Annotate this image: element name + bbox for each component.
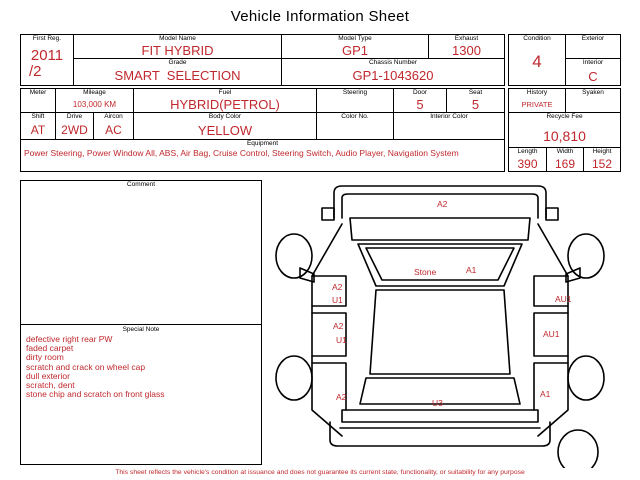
condition-value: 4 (532, 52, 542, 71)
condition-cell (508, 34, 566, 86)
mileage-value: 103,000 KM (72, 100, 117, 109)
recycle-fee-value: 10,810 (543, 128, 586, 144)
meter-label: Meter (29, 89, 47, 96)
equipment-value: Power Steering, Power Window All, ABS, Air Bag, Cruise Control, Steering Switch, Audio Player, Navigation System (24, 148, 459, 158)
mark-right-front: AU1 (555, 294, 572, 304)
seat-cell (446, 88, 505, 113)
note-line: dirty room (26, 352, 64, 363)
mark-right-rear: AU1 (543, 329, 560, 339)
chassis-cell (281, 58, 505, 86)
comment-box (20, 180, 262, 325)
mark-left-front-u1: U1 (332, 295, 343, 305)
syaken-label: Syaken (582, 89, 604, 96)
wheel-front-right (568, 234, 604, 278)
disclaimer-footer: This sheet reflects the vehicle's condition at issuance and does not guarantee its current state, functionality, or suitability for any purpose (115, 469, 525, 476)
special-note-box (20, 324, 262, 465)
aircon-cell (93, 112, 134, 140)
mileage-label: Mileage (83, 89, 106, 96)
wheel-front-left (276, 234, 312, 278)
syaken-cell (565, 88, 621, 113)
first-reg-label: First Reg. (32, 35, 62, 42)
exhaust-label: Exhaust (454, 35, 479, 42)
left-rear-quarter (312, 363, 346, 410)
steering-label: Steering (342, 89, 368, 96)
note-line: stone chip and scratch on front glass (26, 389, 165, 400)
door-label: Door (412, 89, 428, 96)
model-type-cell (281, 34, 429, 59)
first-reg-cell (20, 34, 74, 86)
equipment-label: Equipment (246, 140, 279, 147)
wheel-rear-left (276, 356, 312, 400)
mark-left-front-a2: A2 (332, 282, 343, 292)
aircon-value: AC (105, 123, 122, 137)
sheet-title: Vehicle Information Sheet (230, 8, 410, 25)
mark-rear: U3 (432, 398, 443, 408)
note-line: dull exterior (26, 370, 70, 381)
mark-windshield-stone: Stone (414, 267, 437, 277)
interior-color-label: Interior Color (430, 113, 468, 120)
steering-cell (316, 88, 394, 113)
model-name-value: FIT HYBRID (141, 43, 214, 58)
length-value: 390 (517, 157, 538, 171)
door-cell (393, 88, 447, 113)
first-reg-month: /2 (29, 63, 42, 80)
length-cell (508, 147, 547, 172)
rear-hatch-outline (342, 410, 538, 422)
seat-value: 5 (471, 97, 480, 112)
shift-cell (20, 112, 56, 140)
roof-outline (370, 290, 510, 374)
recycle-fee-label: Recycle Fee (546, 113, 583, 120)
mark-front: A2 (437, 199, 448, 209)
model-name-cell (73, 34, 282, 59)
grade-label: Grade (168, 59, 187, 66)
note-line: faded carpet (26, 343, 74, 354)
height-label: Height (592, 148, 612, 155)
meter-cell (20, 88, 56, 113)
mileage-cell (55, 88, 134, 113)
drive-value: 2WD (61, 123, 88, 137)
model-type-value: GP1 (341, 43, 368, 58)
fuel-value: HYBRID(PETROL) (170, 97, 280, 112)
history-label: History (526, 89, 548, 96)
special-note-list (26, 335, 164, 399)
exhaust-value: 1300 (452, 43, 481, 58)
windshield-inner (366, 248, 514, 280)
interior-value: C (588, 69, 598, 84)
note-line: scratch and crack on wheel cap (26, 361, 146, 372)
color-no-label: Color No. (341, 113, 369, 120)
rear-bumper-outline (330, 422, 550, 446)
chassis-label: Chassis Number (368, 59, 418, 66)
exterior-cell (565, 34, 621, 59)
equipment-cell (20, 139, 505, 172)
body-color-value: YELLOW (197, 123, 253, 138)
model-name-label: Model Name (159, 35, 196, 42)
drive-label: Drive (66, 113, 83, 120)
exhaust-cell (428, 34, 505, 59)
mark-windshield-a1: A1 (466, 265, 477, 275)
fuel-cell (133, 88, 317, 113)
mark-left-rear-a2: A2 (333, 321, 344, 331)
body-color-cell (133, 112, 317, 140)
history-cell (508, 88, 566, 113)
aircon-label: Aircon (104, 113, 123, 120)
length-label: Length (517, 148, 538, 155)
width-cell (546, 147, 584, 172)
mark-rear-left: A2 (336, 392, 347, 402)
note-line: scratch, dent (26, 380, 75, 391)
mark-rear-right: A1 (540, 389, 551, 399)
interior-label: Interior (582, 59, 604, 66)
front-grille-right (546, 208, 558, 220)
special-note-label: Special Note (122, 326, 160, 333)
condition-label: Condition (523, 35, 551, 42)
first-reg-year: 2011 (30, 47, 64, 64)
shift-value: AT (30, 123, 46, 137)
grade-value: SMART SELECTION (114, 68, 241, 83)
mark-left-rear-u1: U1 (336, 335, 347, 345)
model-type-label: Model Type (338, 35, 372, 42)
seat-label: Seat (468, 89, 483, 96)
wheel-rear-right (568, 356, 604, 400)
width-label: Width (556, 148, 574, 155)
interior-color-cell (393, 112, 505, 140)
comment-label: Comment (126, 181, 156, 188)
body-color-label: Body Color (208, 113, 242, 120)
height-value: 152 (591, 157, 613, 171)
car-diagram (270, 178, 610, 468)
shift-label: Shift (31, 113, 45, 120)
history-value: PRIVATE (521, 100, 553, 109)
fuel-label: Fuel (218, 89, 232, 96)
door-value: 5 (416, 97, 424, 112)
height-cell (583, 147, 621, 172)
interior-cell (565, 58, 621, 86)
hood-outline (350, 218, 530, 240)
note-line: defective right rear PW (26, 334, 113, 344)
spare-wheel (558, 430, 598, 468)
drive-cell (55, 112, 94, 140)
grade-cell (73, 58, 282, 86)
right-rear-quarter (534, 363, 568, 410)
front-grille-left (322, 208, 334, 220)
color-no-cell (316, 112, 394, 140)
width-value: 169 (554, 157, 576, 171)
recycle-fee-cell (508, 112, 621, 148)
chassis-value: GP1-1043620 (352, 68, 434, 83)
exterior-label: Exterior (581, 35, 605, 42)
